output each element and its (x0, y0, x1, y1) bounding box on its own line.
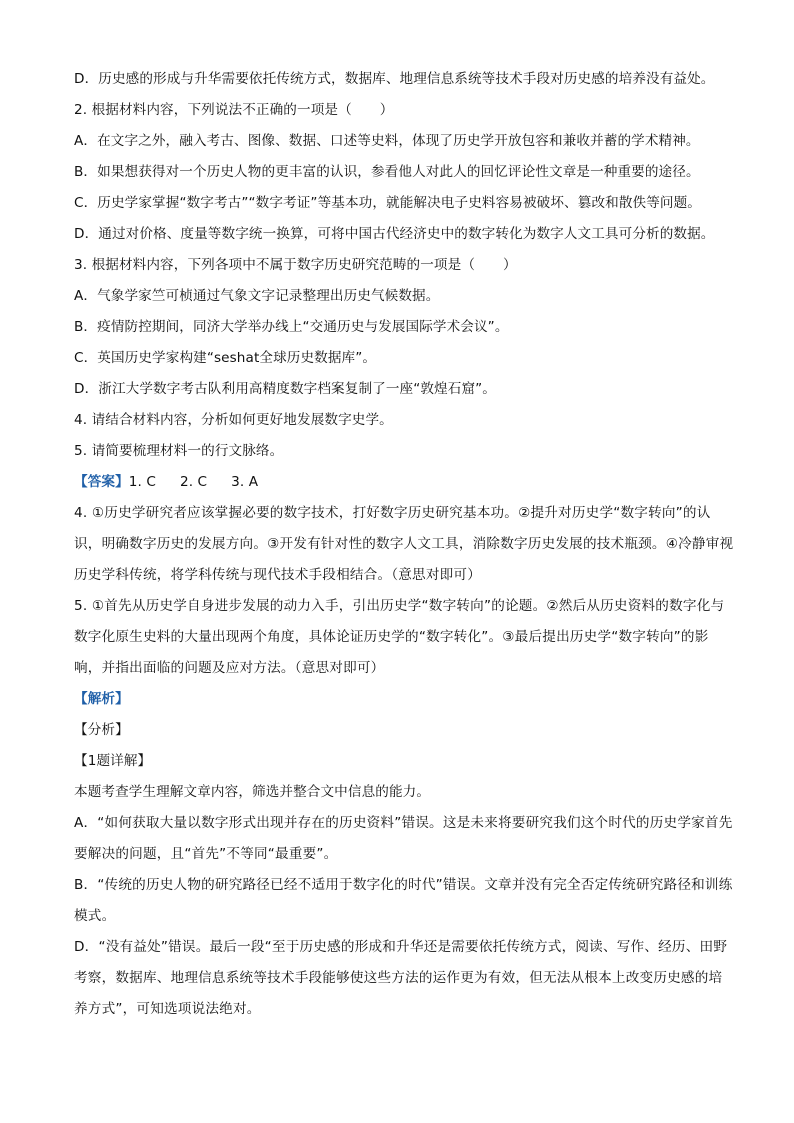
q2-option-c: C．历史学家掌握“数字考古”“数字考证”等基本功，就能解决电子史料容易被破坏、篡改和散佚等问题。 (74, 195, 701, 211)
analysis-tag-text: 【解析】 (74, 691, 129, 707)
q4-stem: 4. 请结合材料内容，分析如何更好地发展数字史学。 (74, 412, 393, 428)
q2-stem-text: 2. 根据材料内容，下列说法不正确的一项是（ (74, 102, 352, 118)
q3-option-d: D．浙江大学数字考古队利用高精度数字档案复制了一座“敦煌石窟”。 (74, 381, 496, 397)
answer-4: 4. ①历史学研究者应该掌握必要的数字技术，打好数字历史研究基本功。②提升对历史学“数字转向”的认识，明确数字历史的发展方向。③开发有针对性的数字人文工具，消除数字历史发展的技术瓶颈。④冷静审视历史学科传统，将学科传统与现代技术手段相结合。（意思对即可） (74, 505, 734, 583)
analysis-option-d: D．“没有益处”错误。最后一段“至于历史感的形成和升华还是需要依托传统方式，阅读、写作、经历、田野考察，数据库、地理信息系统等技术手段能够使这些方法的运作更为有效，但无法从根本上改变历史感的培养方式”，可知选项说法绝对。 (74, 939, 728, 1017)
answer-3: 3. A (231, 474, 259, 490)
answer-row (74, 467, 734, 498)
analysis-fenxi: 【分析】 (74, 722, 129, 738)
q1-option-d: D．历史感的形成与升华需要依托传统方式，数据库、地理信息系统等技术手段对历史感的培养没有益处。 (74, 71, 715, 87)
q3-stem (74, 250, 734, 281)
analysis-intro: 本题考查学生理解文章内容，筛选并整合文中信息的能力。 (74, 784, 431, 800)
analysis-option-a: A．“如何获取大量以数字形式出现并存在的历史资料”错误。这是未来将要研究我们这个时代的历史学家首先要解决的问题，且“首先”不等同“最重要”。 (74, 815, 733, 862)
q3-stem-close: ） (503, 257, 517, 273)
analysis-option-b: B．“传统的历史人物的研究路径已经不适用于数字化的时代”错误。文章并没有完全否定传统研究路径和训练模式。 (74, 877, 733, 924)
analysis-detail-1: 【1题详解】 (74, 753, 152, 769)
q2-option-d: D．通过对价格、度量等数字统一换算，可将中国古代经济史中的数字转化为数字人文工具可分析的数据。 (74, 226, 715, 242)
analysis-tag (74, 684, 734, 715)
q5-stem: 5. 请简要梳理材料一的行文脉络。 (74, 443, 284, 459)
document-page (74, 64, 734, 1025)
q2-stem-close: ） (379, 102, 394, 118)
answer-5: 5. ①首先从历史学自身进步发展的动力入手，引出历史学“数字转向”的论题。②然后从历史资料的数字化与数字化原生史料的大量出现两个角度，具体论证历史学的“数字转化”。③最后提出历史学“数字转向”的影响，并指出面临的问题及应对方法。（意思对即可） (74, 598, 725, 676)
answer-2: 2. C (179, 474, 208, 490)
q3-option-c: C．英国历史学家构建“seshat全球历史数据库”。 (74, 350, 377, 366)
answer-1: 1. C (128, 474, 156, 490)
answer-tag: 【答案】 (74, 474, 129, 490)
q2-stem (74, 95, 734, 126)
q3-option-b: B．疫情防控期间，同济大学举办线上“交通历史与发展国际学术会议”。 (74, 319, 509, 335)
q2-option-b: B．如果想获得对一个历史人物的更丰富的认识，参看他人对此人的回忆评论性文章是一种重要的途径。 (74, 164, 700, 180)
q2-option-a: A．在文字之外，融入考古、图像、数据、口述等史料，体现了历史学开放包容和兼收并蓄的学术精神。 (74, 133, 700, 149)
q3-option-a: A．气象学家竺可桢通过气象文字记录整理出历史气候数据。 (74, 288, 440, 304)
q3-stem-text: 3. 根据材料内容，下列各项中不属于数字历史研究范畴的一项是（ (74, 257, 476, 273)
